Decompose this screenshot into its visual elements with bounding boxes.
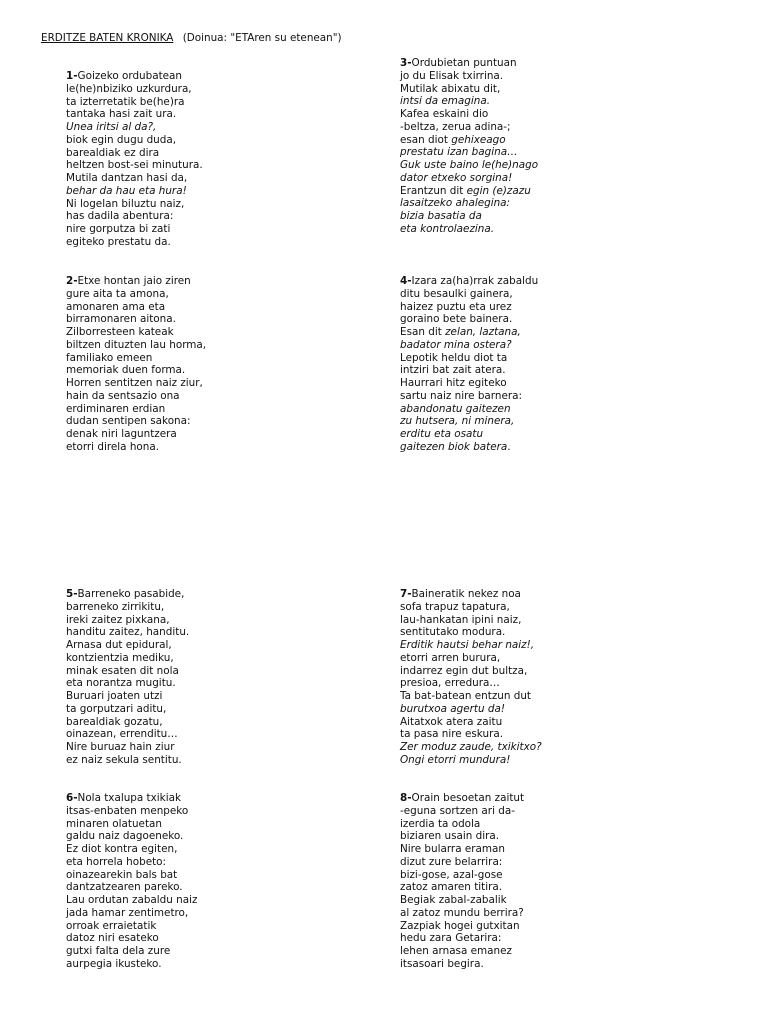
verse-line bbox=[400, 275, 538, 288]
verse-line-segment: gehixeago bbox=[451, 133, 506, 146]
verse-line bbox=[400, 57, 538, 70]
verse-line-text: Kafea eskaini dio bbox=[400, 108, 489, 120]
verse-line bbox=[66, 728, 189, 741]
verse-line-text: erditu eta osatu bbox=[400, 428, 484, 440]
verse-line bbox=[66, 920, 197, 933]
verse-line bbox=[400, 185, 538, 198]
verse-line-text: prestatu izan bagina… bbox=[400, 146, 518, 159]
verse-number: 4- bbox=[400, 275, 412, 287]
verse-line-text: dator etxeko sorgina! bbox=[400, 171, 513, 184]
verse-line-text: sartu naiz nire barnera: bbox=[400, 389, 522, 402]
verse-line bbox=[66, 614, 189, 627]
verse-line-text: egiteko prestatu da. bbox=[66, 235, 171, 248]
verse-line bbox=[400, 792, 524, 805]
verse-line-text: izerdia ta odola bbox=[400, 817, 481, 830]
verse-line bbox=[66, 172, 203, 185]
verse-line bbox=[400, 134, 538, 147]
verse-6 bbox=[66, 792, 197, 971]
verse-line bbox=[400, 197, 538, 210]
verse-line-text: Ez diot kontra egiten, bbox=[66, 843, 178, 855]
verse-line bbox=[66, 70, 203, 83]
verse-line bbox=[400, 894, 524, 907]
verse-line bbox=[66, 907, 197, 920]
verse-line bbox=[66, 843, 197, 856]
verse-line bbox=[66, 945, 197, 958]
verse-line-segment: esan diot bbox=[400, 133, 452, 146]
verse-line bbox=[400, 364, 538, 377]
verse-line-text: ditu besaulki gainera, bbox=[400, 287, 513, 300]
verse-line bbox=[66, 626, 189, 639]
verse-line-text: galdu naiz dagoeneko. bbox=[66, 830, 184, 843]
verse-line-text: al zatoz mundu berrira? bbox=[400, 906, 524, 919]
verse-line-text: eta horrela hobeto: bbox=[66, 855, 167, 868]
verse-line bbox=[400, 403, 538, 416]
verse-line-text: eta kontrolaezina. bbox=[400, 222, 495, 235]
verse-line-text: Nire buruaz hain ziur bbox=[66, 741, 175, 753]
verse-line bbox=[400, 805, 524, 818]
verse-line bbox=[400, 390, 538, 403]
verse-line bbox=[400, 121, 538, 134]
verse-line-segment: Esan dit bbox=[400, 326, 446, 338]
verse-line bbox=[66, 159, 203, 172]
verse-line-text: datoz niri esateko bbox=[66, 932, 159, 945]
verse-line-text: Mutila dantzan hasi da, bbox=[66, 172, 188, 184]
verse-line-text: -beltza, zerua adina-; bbox=[400, 120, 511, 133]
verse-number: 5- bbox=[66, 588, 78, 600]
verse-line bbox=[400, 441, 538, 454]
verse-line bbox=[66, 881, 197, 894]
verse-line-text: birramonaren aitona. bbox=[66, 313, 176, 326]
verse-line bbox=[66, 352, 206, 365]
verse-line-text: haizez puztu eta urez bbox=[400, 300, 512, 313]
verse-line bbox=[400, 601, 542, 614]
verse-line bbox=[66, 377, 206, 390]
verse-line-text: hedu zara Getarira: bbox=[400, 932, 502, 945]
verse-line bbox=[400, 690, 542, 703]
verse-number: 2- bbox=[66, 275, 78, 287]
verse-line-segment: zelan, laztana, bbox=[445, 326, 521, 338]
verse-line bbox=[66, 83, 203, 96]
verse-line bbox=[400, 945, 524, 958]
verse-line-text: Goizeko ordubatean bbox=[77, 70, 183, 82]
verse-line bbox=[66, 147, 203, 160]
verse-line bbox=[66, 690, 189, 703]
verse-line-text: tantaka hasi zait ura. bbox=[66, 108, 177, 121]
verse-line-text: Ta bat-batean entzun dut bbox=[400, 690, 532, 702]
verse-line bbox=[400, 856, 524, 869]
verse-line-text: barealdiak ez dira bbox=[66, 146, 160, 159]
verse-line-text: Aitatxok atera zaitu bbox=[400, 715, 503, 728]
verse-line bbox=[66, 830, 197, 843]
verse-line-text: jada hamar zentimetro, bbox=[66, 906, 189, 919]
verse-line bbox=[400, 108, 538, 121]
verse-line-text: Izara za(ha)rrak zabaldu bbox=[411, 275, 539, 287]
verse-line bbox=[66, 805, 197, 818]
verse-line-text: Orain besoetan zaitut bbox=[411, 792, 525, 804]
verse-line bbox=[400, 920, 524, 933]
verse-line-text: Erditik hautsi behar naiz!, bbox=[400, 639, 535, 651]
verse-line bbox=[66, 275, 206, 288]
verse-line bbox=[66, 601, 189, 614]
verse-line bbox=[400, 70, 538, 83]
verse-line-text: Mutilak abixatu dit, bbox=[400, 82, 501, 95]
verse-line-text: Ni logelan biluztu naiz, bbox=[66, 197, 185, 210]
verse-line bbox=[400, 172, 538, 185]
verse-line-text: Nire bularra eraman bbox=[400, 843, 505, 855]
verse-line bbox=[400, 703, 542, 716]
verse-5 bbox=[66, 588, 189, 767]
verse-line bbox=[400, 377, 538, 390]
verse-line-segment: gaitezen biok batera bbox=[400, 440, 508, 453]
verse-line bbox=[66, 428, 206, 441]
verse-line-text: zatoz amaren titira. bbox=[400, 881, 503, 894]
verse-line bbox=[66, 288, 206, 301]
verse-line-text: Unea iritsi al da?, bbox=[66, 121, 157, 133]
verse-line-text: hain da sentsazio ona bbox=[66, 389, 180, 402]
verse-line bbox=[66, 665, 189, 678]
verse-line-text: Ongi etorri mundura! bbox=[400, 753, 511, 766]
verse-line bbox=[66, 390, 206, 403]
verse-line-text: biok egin dugu duda, bbox=[66, 133, 177, 146]
verse-line bbox=[400, 210, 538, 223]
verse-line bbox=[66, 134, 203, 147]
verse-line-text: Zazpiak hogei gutxitan bbox=[400, 919, 520, 932]
verse-line-text: handitu zaitez, handitu. bbox=[66, 626, 190, 639]
verse-line-text: etorri arren burura, bbox=[400, 651, 501, 664]
verse-line-text: Etxe hontan jaio ziren bbox=[77, 275, 191, 287]
verse-line-text: ez naiz sekula sentitu. bbox=[66, 753, 182, 766]
verse-line-text: jo du Elisak txirrina. bbox=[400, 69, 504, 82]
tune-note: (Doinua: "ETAren su etenean") bbox=[182, 32, 342, 44]
verse-line bbox=[400, 716, 542, 729]
verse-line-text: Arnasa dut epidural, bbox=[66, 639, 172, 651]
verse-line-text: ireki zaitez pixkana, bbox=[66, 613, 170, 626]
verse-line bbox=[400, 907, 524, 920]
verse-line-segment: egin (e)zazu bbox=[466, 184, 531, 197]
verse-3 bbox=[400, 57, 538, 236]
verse-line-text: Zer moduz zaude, txikitxo? bbox=[400, 741, 542, 753]
verse-line-text: Nola txalupa txikiak bbox=[77, 792, 181, 804]
verse-line bbox=[400, 754, 542, 767]
verse-line-text: dantzatzearen pareko. bbox=[66, 881, 183, 894]
verse-number: 1- bbox=[66, 70, 78, 82]
verse-line-text: biltzen dituzten lau horma, bbox=[66, 338, 207, 351]
verse-line bbox=[66, 96, 203, 109]
verse-line-text: oinazean, errenditu… bbox=[66, 728, 178, 741]
verse-line bbox=[66, 958, 197, 971]
verse-line bbox=[66, 818, 197, 831]
verse-line-text: itsasoari begira. bbox=[400, 957, 484, 970]
verse-line bbox=[66, 210, 203, 223]
verse-line bbox=[66, 639, 189, 652]
verse-line-text: intsi da emagina. bbox=[400, 95, 491, 108]
verse-line bbox=[66, 703, 189, 716]
verse-line bbox=[400, 301, 538, 314]
verse-line bbox=[66, 652, 189, 665]
verse-line-text: sentitutako modura. bbox=[400, 626, 506, 639]
verse-line bbox=[66, 588, 189, 601]
verse-line bbox=[400, 728, 542, 741]
verse-line-text: gutxi falta dela zure bbox=[66, 945, 171, 957]
verse-line-text: lasaitzeko ahalegina: bbox=[400, 197, 511, 210]
verse-line-text: heltzen bost-sei minutura. bbox=[66, 159, 203, 172]
verse-line-text: barealdiak gozatu, bbox=[66, 715, 163, 728]
verse-7 bbox=[400, 588, 542, 767]
verse-line bbox=[66, 236, 203, 249]
verse-line-text: Lau ordutan zabaldu naiz bbox=[66, 894, 198, 906]
verse-number: 7- bbox=[400, 588, 412, 600]
verse-line bbox=[400, 352, 538, 365]
verse-number: 6- bbox=[66, 792, 78, 804]
verse-line bbox=[66, 415, 206, 428]
verse-line-segment: Erantzun dit bbox=[400, 184, 467, 197]
verse-line-text: biziaren usain dira. bbox=[400, 830, 500, 843]
verse-line-text: Begiak zabal-zabalik bbox=[400, 894, 507, 906]
verse-line-text: Lepotik heldu diot ta bbox=[400, 351, 508, 364]
verse-line-segment: . bbox=[507, 440, 511, 453]
verse-line bbox=[66, 364, 206, 377]
verse-line-text: minaren olatuetan bbox=[66, 817, 162, 830]
verse-line bbox=[400, 741, 542, 754]
verse-line bbox=[400, 313, 538, 326]
verse-1 bbox=[66, 70, 203, 249]
verse-line bbox=[400, 677, 542, 690]
verse-line bbox=[66, 894, 197, 907]
verse-line-text: Zilborresteen kateak bbox=[66, 326, 174, 338]
verse-line-text: memoriak duen forma. bbox=[66, 364, 186, 377]
verse-line-text: burutxoa agertu da! bbox=[400, 702, 506, 715]
verse-line-text: Horren sentitzen naiz ziur, bbox=[66, 377, 203, 389]
verse-line bbox=[66, 856, 197, 869]
verse-line-text: kontzientzia mediku, bbox=[66, 651, 174, 664]
verse-line-text: barreneko zirrikitu, bbox=[66, 600, 165, 613]
verse-line-text: Baineratik nekez noa bbox=[411, 588, 521, 600]
verse-line-text: eta norantza mugitu. bbox=[66, 677, 176, 690]
verse-line bbox=[400, 652, 542, 665]
verse-line bbox=[400, 159, 538, 172]
document-title: ERDITZE BATEN KRONIKA bbox=[41, 32, 174, 44]
verse-line-text: lehen arnasa emanez bbox=[400, 945, 512, 957]
verse-line bbox=[66, 326, 206, 339]
verse-line-text: indarrez egin dut bultza, bbox=[400, 664, 528, 677]
verse-line-text: ta izterretatik be(he)ra bbox=[66, 95, 185, 108]
verse-line bbox=[66, 223, 203, 236]
verse-4 bbox=[400, 275, 538, 454]
verse-line-text: amonaren ama eta bbox=[66, 300, 166, 313]
verse-line-text: aurpegia ikusteko. bbox=[66, 957, 162, 970]
verse-line bbox=[400, 958, 524, 971]
verse-line-text: orroak erraietatik bbox=[66, 919, 157, 932]
verse-line bbox=[400, 95, 538, 108]
verse-line-text: intziri bat zait atera. bbox=[400, 364, 506, 377]
verse-line bbox=[400, 415, 538, 428]
verse-line bbox=[66, 792, 197, 805]
verse-line bbox=[400, 83, 538, 96]
verse-line bbox=[400, 588, 542, 601]
verse-line bbox=[400, 146, 538, 159]
verse-line-text: badator mina ostera? bbox=[400, 338, 512, 351]
verse-line bbox=[400, 639, 542, 652]
verse-line-text: Guk uste baino le(he)nago bbox=[400, 159, 539, 171]
verse-line-text: lau-hankatan ipini naiz, bbox=[400, 613, 522, 626]
verse-number: 8- bbox=[400, 792, 412, 804]
verse-line-text: sofa trapuz tapatura, bbox=[400, 600, 510, 613]
verse-line bbox=[66, 121, 203, 134]
verse-line-text: gure aita ta amona, bbox=[66, 287, 169, 300]
verse-line bbox=[66, 339, 206, 352]
verse-line-text: behar da hau eta hura! bbox=[66, 184, 187, 197]
verse-line-text: Barreneko pasabide, bbox=[77, 588, 185, 600]
verse-line-text: le(he)nbiziko uzkurdura, bbox=[66, 82, 192, 95]
verse-line-text: oinazearekin bals bat bbox=[66, 868, 178, 881]
verse-line bbox=[66, 198, 203, 211]
verse-line bbox=[66, 108, 203, 121]
verse-line bbox=[400, 665, 542, 678]
verse-line-text: dizut zure belarrira: bbox=[400, 855, 503, 868]
verse-line bbox=[66, 313, 206, 326]
verse-line-text: ta gorputzari aditu, bbox=[66, 702, 167, 715]
verse-line-text: etorri direla hona. bbox=[66, 440, 160, 453]
document-header bbox=[41, 32, 342, 45]
verse-line bbox=[66, 932, 197, 945]
verse-line bbox=[400, 326, 538, 339]
verse-line bbox=[66, 869, 197, 882]
verse-line bbox=[66, 185, 203, 198]
verse-line-text: ta pasa nire eskura. bbox=[400, 728, 504, 741]
verse-line-text: presioa, erredura… bbox=[400, 677, 500, 690]
verse-line-text: bizi-gose, azal-gose bbox=[400, 868, 503, 881]
verse-line bbox=[66, 301, 206, 314]
verse-line bbox=[66, 716, 189, 729]
verse-line bbox=[400, 614, 542, 627]
verse-line-text: zu hutsera, ni minera, bbox=[400, 415, 515, 428]
verse-line-text: bizia basatia da bbox=[400, 210, 482, 222]
verse-line bbox=[400, 881, 524, 894]
verse-line-text: itsas-enbaten menpeko bbox=[66, 804, 189, 817]
verse-line bbox=[66, 677, 189, 690]
verse-line-text: dudan sentipen sakona: bbox=[66, 415, 191, 428]
verse-8 bbox=[400, 792, 524, 971]
verse-line bbox=[400, 843, 524, 856]
verse-line-text: has dadila abentura: bbox=[66, 210, 174, 223]
verse-line bbox=[400, 288, 538, 301]
verse-line bbox=[400, 223, 538, 236]
verse-line-text: minak esaten dit nola bbox=[66, 664, 179, 677]
verse-line bbox=[400, 869, 524, 882]
verse-line bbox=[400, 830, 524, 843]
verse-line bbox=[400, 339, 538, 352]
verse-line bbox=[66, 741, 189, 754]
verse-line-text: Ordubietan puntuan bbox=[411, 57, 517, 69]
verse-line-text: -eguna sortzen ari da- bbox=[400, 804, 515, 817]
verse-line bbox=[400, 932, 524, 945]
verse-line bbox=[66, 403, 206, 416]
verse-line bbox=[400, 428, 538, 441]
verse-line-text: nire gorputza bi zati bbox=[66, 223, 171, 235]
verse-line-text: goraino bete bainera. bbox=[400, 313, 513, 326]
verse-line bbox=[66, 441, 206, 454]
verse-line bbox=[400, 818, 524, 831]
verse-number: 3- bbox=[400, 57, 412, 69]
verse-line bbox=[66, 754, 189, 767]
verse-line-text: denak niri laguntzera bbox=[66, 428, 177, 440]
verse-line-text: erdiminaren erdian bbox=[66, 402, 166, 415]
verse-line bbox=[400, 626, 542, 639]
verse-line-text: Haurrari hitz egiteko bbox=[400, 377, 507, 389]
verse-2 bbox=[66, 275, 206, 454]
verse-line-text: familiako emeen bbox=[66, 351, 153, 364]
verse-line-text: Buruari joaten utzi bbox=[66, 690, 163, 702]
verse-line-text: abandonatu gaitezen bbox=[400, 402, 511, 415]
